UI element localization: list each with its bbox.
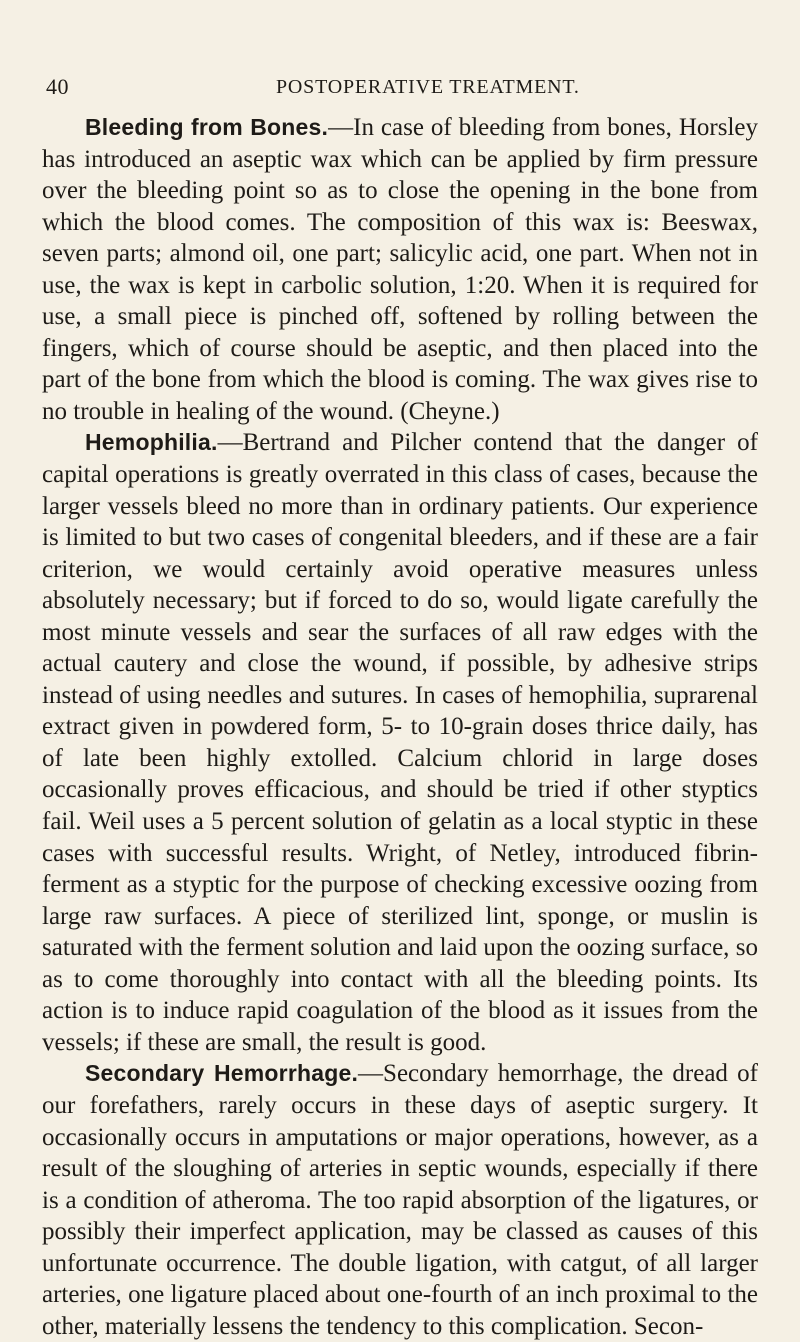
section-heading-secondary-hemorrhage: Secondary Hemorrhage. xyxy=(85,1060,359,1087)
body-text xyxy=(42,112,758,1342)
paragraph-secondary-hemorrhage xyxy=(42,1058,758,1342)
section-text-hemophilia: —Bertrand and Pilcher contend that the danger of capital operations is greatly overrated in this class of cases, because the larger vessels bleed no more than in ordinary patients. Our experience is limited to but two cases of congenital bleeders, and if these are a fair criterion, we would certainly avoid operative measures unless absolutely necessary; but if forced to do so, would ligate carefully the most minute vessels and sear the surfaces of all raw edges with the actual cautery and close the wound, if possible, by adhesive strips instead of using needles and sutures. In cases of hemophilia, suprarenal extract given in powdered form, 5- to 10-grain doses thrice daily, has of late been highly extolled. Calcium chlorid in large doses occasionally proves efficacious, and should be tried if other styptics fail. Weil uses a 5 percent solution of gelatin as a local styptic in these cases with successful results. Wright, of Netley, introduced fibrin-ferment as a styptic for the purpose of checking excessive oozing from large raw surfaces. A piece of sterilized lint, sponge, or muslin is saturated with the ferment solution and laid upon the oozing surface, so as to come thoroughly into contact with all the bleeding points. Its action is to induce rapid coagulation of the blood as it issues from the vessels; if these are small, the result is good. xyxy=(42,429,758,1056)
paragraph-bleeding-from-bones xyxy=(42,112,758,427)
section-heading-bleeding-from-bones: Bleeding from Bones. xyxy=(85,114,329,140)
section-heading-hemophilia: Hemophilia. xyxy=(85,429,218,456)
paragraph-hemophilia xyxy=(42,427,758,1058)
page-number: 40 xyxy=(46,74,69,99)
running-head xyxy=(46,74,746,104)
running-title: POSTOPERATIVE TREATMENT. xyxy=(276,76,580,98)
section-text-bleeding-from-bones: —In case of bleeding from bones, Horsley has introduced an aseptic wax which can be applied by firm pressure over the bleeding point so as to close the opening in the bone from which the blood comes. The composition of this wax is: Beeswax, seven parts; almond oil, one part; salicylic acid, one part. When not in use, the wax is kept in carbolic solution, 1:20. When it is required for use, a small piece is pinched off, softened by rolling between the fingers, which of course should be aseptic, and then placed into the part of the bone from which the blood is coming. The wax gives rise to no trouble in healing of the wound. (Cheyne.) xyxy=(42,114,758,425)
section-text-secondary-hemorrhage: —Secondary hemorrhage, the dread of our forefathers, rarely occurs in these days of aseptic surgery. It occasionally occurs in amputations or major operations, however, as a result of the sloughing of arteries in septic wounds, especially if there is a condition of atheroma. The too rapid absorption of the ligatures, or possibly their imperfect application, may be classed as causes of this unfortunate occurrence. The double ligation, with catgut, of all larger arteries, one ligature placed about one-fourth of an inch proximal to the other, materially lessens the tendency to this complication. Secon- xyxy=(42,1060,758,1340)
